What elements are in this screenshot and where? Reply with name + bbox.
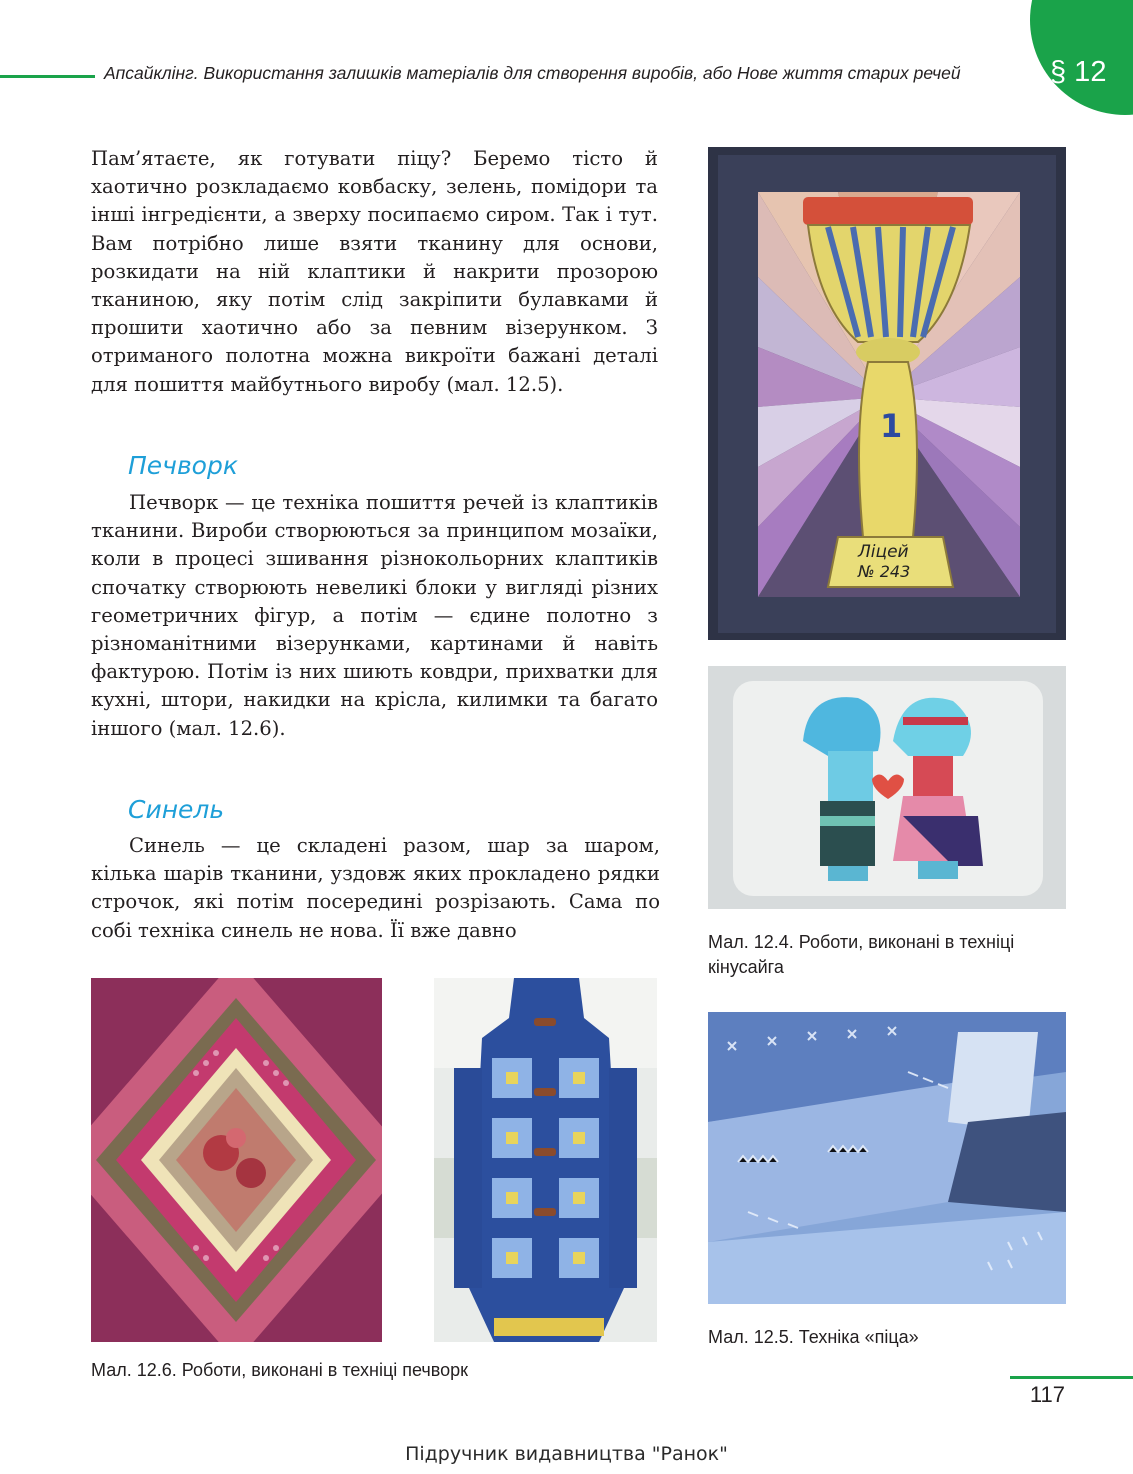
caption-fig-12-5: Мал. 12.5. Техніка «піца» [708,1327,919,1347]
section-number: § 12 [1050,56,1107,88]
trophy-lyceum-label: Ліцей [858,542,909,562]
paragraph-patchwork: Печворк — це техніка пошиття речей із клаптиків тканини. Вироби створюються за принципом мозаїки, коли в процесі зшивання різнокольорних клаптиків спочатку створюють невеликі блоки у вигляді різних геометричних фігур, а потім — єдине полотно з різноманітними візерунками, картинами й навіть фактурою. Потім із них шиють ковдри, прихватки для кухні, штори, накидки на крісла, килимки та багато іншого (мал. 12.6). [91,491,658,740]
footer-rule [1010,1376,1133,1379]
running-header-title: Апсайклінг. Використання залишків матеріалів для створення виробів, або Нове життя старих речей [104,63,961,83]
photo-pizza-technique [708,1012,1066,1304]
caption-fig-12-4: Мал. 12.4. Роботи, виконані в техніці кінусайга [708,932,1015,977]
trophy-number-243-label: № 243 [858,562,911,581]
header-rule [0,75,95,78]
trophy-number-label: 1 [880,407,903,445]
heading-chenille: Синель [128,795,225,824]
heading-patchwork: Печворк [128,451,238,480]
page-number: 117 [1029,1382,1065,1407]
paragraph-pizza: Пам’ятаєте, як готувати піцу? Беремо тісто й хаотично розкладаємо ковбаску, зелень, помідори та інші інгредієнти, а зверху посипаємо сиром. Так і тут. Вам потрібно лише взяти тканину для основи, розкидати на ній клаптики й накрити прозорою тканиною, яку потім слід закріпити булавками й прошити хаотично або за певним візерунком. З отриманого полотна можна викроїти бажані деталі для пошиття майбутнього виробу (мал. 12.5). [91,147,658,396]
photo-patchwork-quilt [91,978,382,1342]
publisher-line: Підручник видавництва "Ранок" [405,1443,728,1465]
paragraph-chenille: Синель — це складені разом, шар за шаром, кілька шарів тканини, уздовж яких прокладено рядки строчок, які потім посередині розрізають. Сама по собі техніка синель не нова. Її вже давно [91,834,660,942]
photo-trophy-kinusaiga [708,147,1066,640]
caption-fig-12-6: Мал. 12.6. Роботи, виконані в техніці печворк [91,1360,469,1380]
photo-patchwork-coat [434,978,657,1342]
photo-children-kinusaiga [708,666,1066,909]
